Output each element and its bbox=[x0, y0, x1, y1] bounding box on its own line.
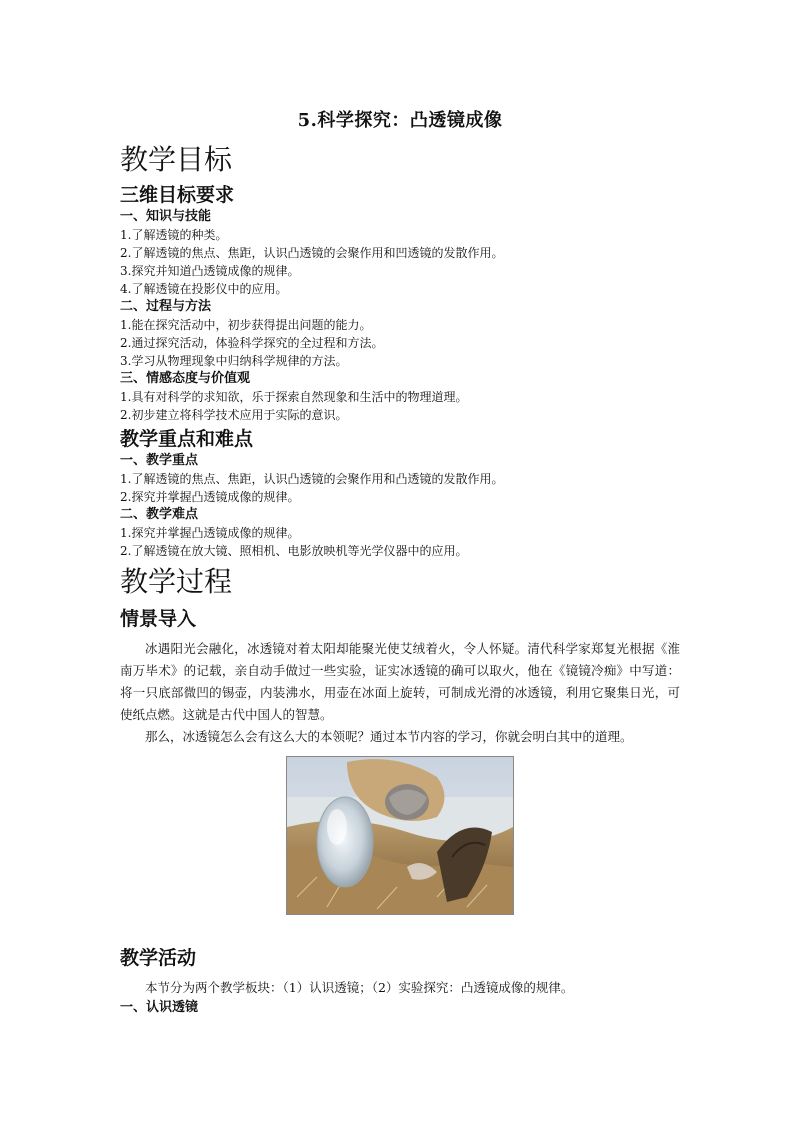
list-item: 2.了解透镜的焦点、焦距，认识凸透镜的会聚作用和凹透镜的发散作用。 bbox=[120, 246, 504, 260]
objectives-section-knowledge bbox=[120, 208, 680, 298]
objectives-section-attitude bbox=[120, 370, 680, 424]
ice-lens-photo bbox=[286, 756, 514, 915]
section-title: 二、过程与方法 bbox=[120, 299, 212, 314]
list-item: 2.探究并掌握凸透镜成像的规律。 bbox=[120, 490, 300, 504]
list-item: 1.探究并掌握凸透镜成像的规律。 bbox=[120, 526, 300, 540]
intro-paragraph: 那么，冰透镜怎么会有这么大的本领呢？通过本节内容的学习，你就会明白其中的道理。 bbox=[145, 729, 633, 744]
keypoints-section-difficulty bbox=[120, 506, 680, 560]
list-item: 2.了解透镜在放大镜、照相机、电影放映机等光学仪器中的应用。 bbox=[120, 544, 468, 558]
list-item: 4.了解透镜在投影仪中的应用。 bbox=[120, 282, 288, 296]
list-item: 1.了解透镜的种类。 bbox=[120, 228, 228, 242]
intro-heading: 情景导入 bbox=[120, 608, 197, 630]
activity-paragraph: 本节分为两个教学板块：（1）认识透镜；（2）实验探究：凸透镜成像的规律。 bbox=[145, 980, 574, 995]
process-heading: 教学过程 bbox=[120, 565, 233, 598]
list-item: 1.了解透镜的焦点、焦距，认识凸透镜的会聚作用和凸透镜的发散作用。 bbox=[120, 472, 504, 486]
objectives-section-process bbox=[120, 298, 680, 370]
list-item: 2.初步建立将科学技术应用于实际的意识。 bbox=[120, 408, 348, 422]
list-item: 3.学习从物理现象中归纳科学规律的方法。 bbox=[120, 354, 348, 368]
section-title: 三、情感态度与价值观 bbox=[120, 371, 251, 386]
list-item: 1.能在探究活动中，初步获得提出问题的能力。 bbox=[120, 318, 372, 332]
list-item: 3.探究并知道凸透镜成像的规律。 bbox=[120, 264, 300, 278]
objectives-subheading: 三维目标要求 bbox=[120, 184, 235, 206]
document-title: 5.科学探究：凸透镜成像 bbox=[297, 110, 503, 131]
activity-section-title: 一、认识透镜 bbox=[120, 1000, 199, 1015]
objectives-heading: 教学目标 bbox=[120, 143, 233, 176]
keypoints-section-focus bbox=[120, 452, 680, 506]
document-page bbox=[120, 100, 680, 1017]
section-title: 一、教学重点 bbox=[120, 453, 199, 468]
list-item: 1.具有对科学的求知欲，乐于探索自然现象和生活中的物理道理。 bbox=[120, 390, 468, 404]
section-title: 一、知识与技能 bbox=[120, 209, 212, 224]
intro-paragraph: 冰遇阳光会融化，冰透镜对着太阳却能聚光使艾绒着火，令人怀疑。清代科学家郑复光根据《淮南万毕术》的记载，亲自动手做过一些实验，证实冰透镜的确可以取火，他在《镜镜冷痴》中写道：将一只底部微凹的锡壶，内装沸水，用壶在冰面上旋转，可制成光滑的冰透镜，利用它聚集日光，可使纸点燃。这就是古代中国人的智慧。 bbox=[120, 641, 680, 722]
activity-heading: 教学活动 bbox=[120, 947, 197, 969]
keypoints-heading: 教学重点和难点 bbox=[120, 428, 254, 450]
ice-lens-photo-illustration bbox=[287, 757, 513, 914]
section-title: 二、教学难点 bbox=[120, 507, 199, 522]
list-item: 2.通过探究活动，体验科学探究的全过程和方法。 bbox=[120, 336, 384, 350]
